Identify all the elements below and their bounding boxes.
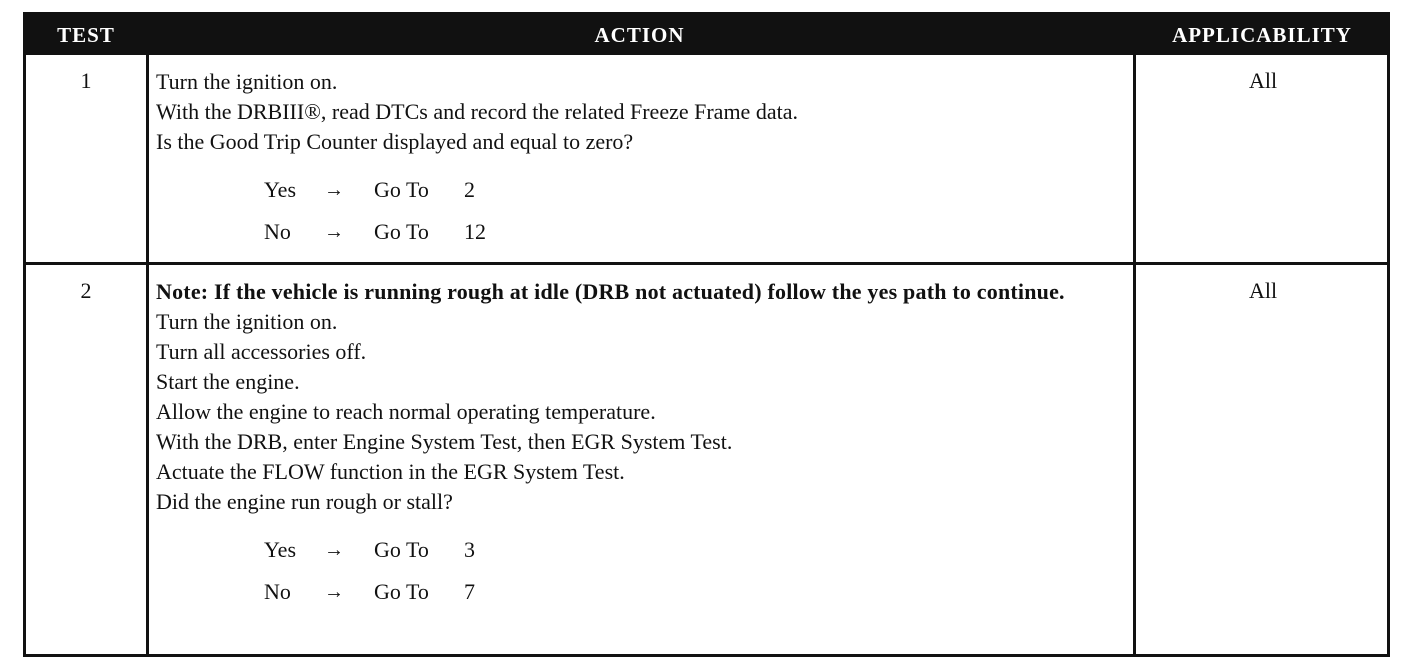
branch-list: [264, 173, 1132, 256]
branch-goto-label: Go To: [374, 177, 429, 202]
test-number: 1: [80, 68, 92, 93]
applicability-value: All: [1248, 278, 1278, 303]
diagnostic-table: [23, 12, 1390, 657]
branch-target: 12: [464, 218, 486, 244]
test-number: 2: [80, 278, 92, 303]
table-row-test-1: [26, 55, 1387, 262]
branch-goto-label: Go To: [374, 537, 429, 562]
branch-target: 2: [464, 177, 475, 202]
action-step: Start the engine.: [156, 369, 300, 394]
branch-goto-label: Go To: [374, 218, 429, 244]
action-note: Note: If the vehicle is running rough at idle (DRB not actuated) follow the yes path to continue.: [156, 279, 1065, 304]
table-header: [26, 15, 1387, 55]
action-step: Allow the engine to reach normal operating temperature.: [156, 399, 656, 424]
right-arrow-icon: →: [324, 220, 344, 243]
branch-yes: [264, 173, 1132, 207]
action-step: Turn the ignition on.: [156, 69, 338, 94]
action-step: Actuate the FLOW function in the EGR System Test.: [156, 459, 625, 484]
branch-list: [264, 533, 1132, 616]
right-arrow-icon: →: [324, 580, 344, 603]
branch-yes: [264, 533, 1132, 567]
branch-answer: No: [264, 578, 291, 604]
branch-answer: No: [264, 218, 291, 244]
header-action: ACTION: [594, 23, 685, 47]
action-cell: [156, 277, 1132, 616]
branch-answer: Yes: [264, 537, 297, 562]
branch-target: 3: [464, 537, 475, 562]
branch-goto-label: Go To: [374, 578, 429, 604]
right-arrow-icon: →: [324, 539, 344, 561]
applicability-value: All: [1248, 68, 1278, 93]
action-step: Turn the ignition on.: [156, 309, 338, 334]
branch-no: [264, 207, 1132, 256]
header-applicability: APPLICABILITY: [1172, 23, 1352, 47]
action-step: With the DRBIII®, read DTCs and record the related Freeze Frame data.: [156, 99, 798, 124]
action-question: Is the Good Trip Counter displayed and equal to zero?: [156, 129, 634, 154]
right-arrow-icon: →: [324, 179, 344, 201]
branch-no: [264, 567, 1132, 616]
branch-answer: Yes: [264, 177, 297, 202]
action-cell: [156, 67, 1132, 256]
branch-target: 7: [464, 578, 475, 604]
header-test: TEST: [57, 23, 115, 47]
table-row-test-2: [26, 265, 1387, 654]
action-step: With the DRB, enter Engine System Test, then EGR System Test.: [156, 429, 733, 454]
action-step: Turn all accessories off.: [156, 339, 367, 364]
action-question: Did the engine run rough or stall?: [156, 489, 453, 514]
